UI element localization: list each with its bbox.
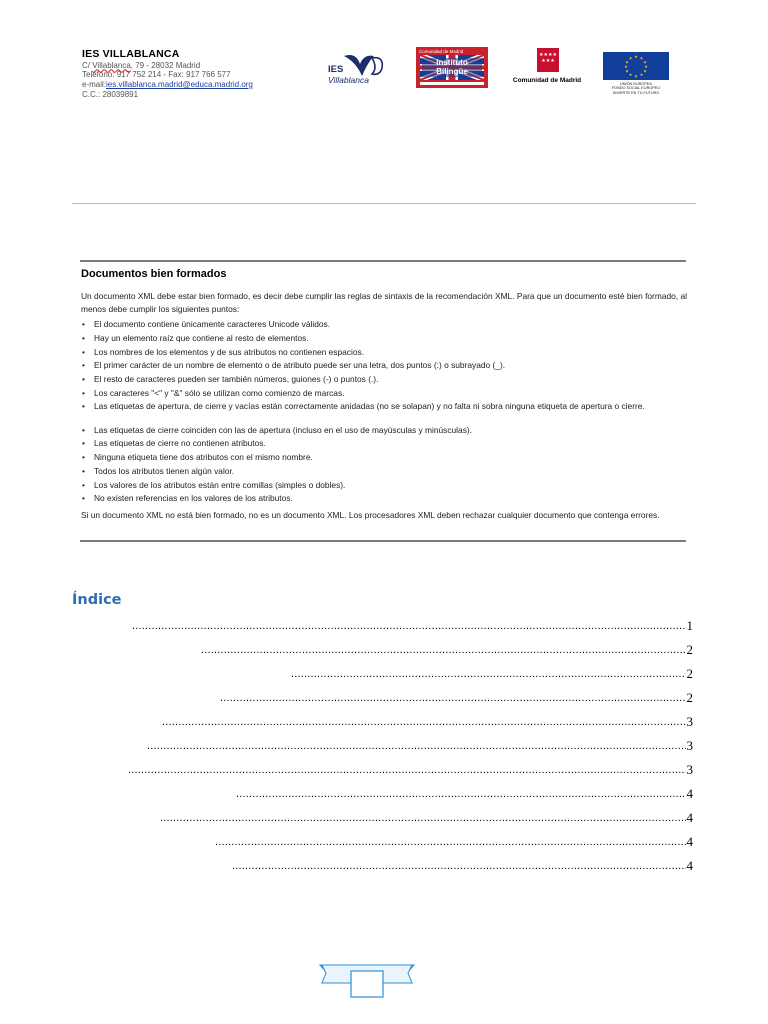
- toc-page-number: 2: [686, 642, 693, 657]
- svg-text:★: ★: [639, 72, 644, 77]
- rules-list: [81, 318, 687, 506]
- toc-page-number: 2: [686, 690, 693, 705]
- toc-leader: [215, 836, 686, 848]
- union-flag-icon: [420, 55, 484, 80]
- toc-entry[interactable]: [236, 782, 693, 800]
- union-europea-logo: [603, 52, 669, 96]
- eu-flag-icon: [603, 52, 669, 80]
- toc-page-number: 3: [686, 738, 693, 753]
- toc-entry[interactable]: [291, 662, 693, 680]
- toc-leader: [201, 644, 686, 656]
- box-top-rule: [80, 260, 686, 262]
- toc-leader: [132, 620, 686, 632]
- toc-entry[interactable]: [160, 806, 693, 824]
- header-divider: [72, 203, 696, 204]
- toc-leader: [291, 668, 686, 680]
- toc-leader: [236, 788, 686, 800]
- toc-page-number: 3: [686, 714, 693, 729]
- school-info: [82, 49, 312, 99]
- list-item: • No existen referencias en los valores de los atributos.: [81, 492, 687, 506]
- toc-entry[interactable]: [220, 686, 693, 704]
- bilingue-stripe: [420, 82, 484, 85]
- list-item: • Los caracteres "<" y "&" sólo se utilizan como comienzo de marcas.: [81, 387, 687, 401]
- svg-text:★: ★: [624, 64, 628, 69]
- list-item: • El resto de caracteres pueden ser también números, guiones (-) o puntos (.).: [81, 373, 687, 387]
- toc-leader: [128, 764, 686, 776]
- svg-text:★: ★: [628, 55, 633, 61]
- svg-text:★: ★: [628, 72, 633, 77]
- list-item: • El documento contiene únicamente caracteres Unicode válidos.: [81, 318, 687, 332]
- ribbon-banner-icon: [318, 963, 416, 1001]
- list-item: • Las etiquetas de cierre coinciden con las de apertura (incluso en el uso de mayúsculas y minúsculas).: [81, 424, 687, 438]
- bilingue-line1: Instituto: [436, 58, 468, 67]
- toc-entry[interactable]: [162, 710, 693, 728]
- bilingue-line2: Bilingüe: [436, 67, 468, 76]
- toc-entry[interactable]: [201, 638, 693, 656]
- list-item: • Ninguna etiqueta tiene dos atributos con el mismo nombre.: [81, 451, 687, 465]
- comunidad-madrid-caption: Comunidad de Madrid: [512, 77, 582, 84]
- ies-logo-line2: Villablanca: [328, 75, 369, 85]
- email-link[interactable]: ies.villablanca.madrid@educa.madrid.org: [106, 79, 253, 89]
- toc-page-number: 2: [686, 666, 693, 681]
- bilingue-top-label: Comunidad de Madrid: [419, 49, 464, 54]
- ies-villablanca-logo: [326, 50, 390, 90]
- school-phone: Teléfono: 917 752 214 - Fax: 917 766 577: [82, 70, 231, 80]
- ies-logo-line1: IES: [328, 64, 344, 75]
- toc-entry[interactable]: [215, 830, 693, 848]
- svg-text:★: ★: [634, 54, 638, 59]
- toc-leader: [147, 740, 686, 752]
- toc-page-number: 4: [686, 834, 693, 849]
- toc-leader: [160, 812, 686, 824]
- svg-text:★: ★: [639, 55, 644, 61]
- toc-entry[interactable]: [232, 854, 693, 872]
- toc-page-number: 4: [686, 786, 693, 801]
- list-item: • Las etiquetas de cierre no contienen atributos.: [81, 437, 687, 451]
- toc-page-number: 4: [686, 810, 693, 825]
- svg-text:★: ★: [625, 59, 629, 65]
- toc-entry[interactable]: [128, 758, 693, 776]
- box-bottom-rule: [80, 540, 686, 542]
- toc-leader: [220, 692, 686, 704]
- toc-page-number: 1: [686, 618, 693, 633]
- svg-text:★: ★: [644, 64, 648, 69]
- svg-text:★: ★: [643, 59, 647, 65]
- box-intro: Un documento XML debe estar bien formado, es decir debe cumplir las reglas de sintaxis de la recomendación XML. Para que un documento esté bien formado, al menos debe cumplir los siguientes puntos:: [81, 291, 687, 314]
- list-item: • El primer carácter de un nombre de elemento o de atributo puede ser una letra, dos puntos (:) o subrayado (_).: [81, 359, 687, 373]
- school-email: e-mail:ies.villablanca.madrid@educa.madrid.org: [82, 79, 253, 89]
- school-address: C/ Villablanca, 79 - 28032 Madrid: [82, 60, 201, 70]
- list-item: • Todos los atributos tienen algún valor.: [81, 465, 687, 479]
- address-street: Villablanca: [92, 60, 131, 70]
- list-item: • Los nombres de los elementos y de sus atributos no contienen espacios.: [81, 346, 687, 360]
- list-item: • Los valores de los atributos están entre comillas (simples o dobles).: [81, 479, 687, 493]
- svg-text:★: ★: [643, 68, 647, 74]
- madrid-flag-icon: ★★★★ ★★★: [537, 48, 559, 72]
- school-cc: C.C.: 28039891: [82, 89, 139, 99]
- box-outro: Si un documento XML no está bien formado, no es un documento XML. Los procesadores XML deben rechazar cualquier documento que contenga errores.: [81, 510, 660, 520]
- svg-text:★: ★: [625, 68, 629, 74]
- list-item: • Hay un elemento raíz que contiene al resto de elementos.: [81, 332, 687, 346]
- toc-entry[interactable]: [132, 614, 693, 632]
- index-title: Índice: [72, 592, 122, 608]
- toc-page-number: 4: [686, 858, 693, 873]
- eu-caption: UNIÓN EUROPEA FONDO SOCIAL EUROPEO INVIERTE EN TU FUTURO: [611, 82, 661, 95]
- toc-entry[interactable]: [147, 734, 693, 752]
- school-name: IES VILLABLANCA: [82, 48, 180, 60]
- list-item: • Las etiquetas de apertura, de cierre y vacías están correctamente anidadas (no se solapan) y no falta ni sobra ninguna etiqueta de apertura o cierre.: [81, 401, 687, 424]
- toc-leader: [162, 716, 686, 728]
- toc-page-number: 3: [686, 762, 693, 777]
- toc-leader: [232, 860, 686, 872]
- box-title: Documentos bien formados: [81, 268, 227, 280]
- svg-text:★: ★: [634, 73, 638, 78]
- instituto-bilingue-logo: [416, 47, 488, 88]
- comunidad-madrid-logo: [508, 46, 586, 88]
